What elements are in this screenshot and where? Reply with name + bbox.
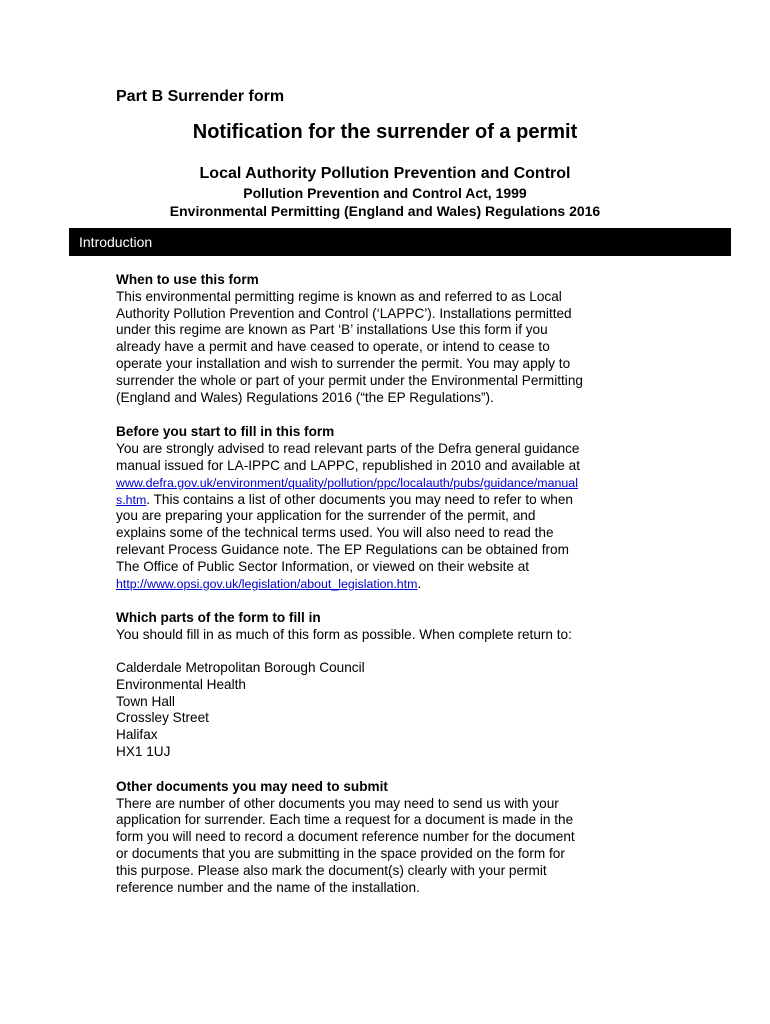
text-line: you are preparing your application for the surrender of the permit, and	[116, 508, 536, 524]
address-line: HX1 1UJ	[116, 743, 171, 759]
text-line: The Office of Public Sector Information, or viewed on their website at	[116, 558, 530, 574]
text-line: You should fill in as much of this form as possible. When complete return to:	[116, 627, 572, 643]
text-line	[116, 492, 656, 509]
subtitle-regulations: Environmental Permitting (England and Wales) Regulations 2016	[169, 203, 601, 219]
section-text	[116, 627, 656, 644]
text-line: surrender the whole or part of your permit under the Environmental Permitting	[116, 372, 583, 388]
content	[116, 272, 656, 914]
address-line: Environmental Health	[116, 676, 246, 692]
defra-guidance-link[interactable]: www.defra.gov.uk/environment/quality/pollution/ppc/localauth/pubs/guidance/manual	[116, 475, 578, 490]
subtitle-act: Pollution Prevention and Control Act, 1999	[243, 185, 527, 201]
text-line: You are strongly advised to read relevant parts of the Defra general guidance	[116, 441, 580, 457]
text-line: or documents that you are submitting in the space provided on the form for	[116, 845, 565, 861]
address-line: Crossley Street	[116, 710, 209, 726]
text-line: There are number of other documents you may need to send us with your	[116, 795, 559, 811]
text-line: application for surrender. Each time a request for a document is made in the	[116, 812, 574, 828]
section-heading: Which parts of the form to fill in	[116, 610, 321, 626]
text-line: explains some of the technical terms used. You will also need to read the	[116, 525, 554, 541]
text-line: under this regime are known as Part ‘B’ installations Use this form if you	[116, 322, 548, 338]
text-line: this purpose. Please also mark the document(s) clearly with your permit	[116, 862, 547, 878]
text-line	[116, 576, 656, 593]
text-line: already have a permit and have ceased to operate, or intend to cease to	[116, 339, 550, 355]
text-line: reference number and the name of the installation.	[116, 879, 420, 895]
text-line: relevant Process Guidance note. The EP Regulations can be obtained from	[116, 541, 569, 557]
text-line: (England and Wales) Regulations 2016 (“the EP Regulations”).	[116, 389, 494, 405]
address-line: Town Hall	[116, 693, 175, 709]
address-line: Halifax	[116, 727, 158, 743]
section-text	[116, 289, 656, 407]
section-text	[116, 796, 656, 897]
return-address	[116, 660, 656, 761]
defra-guidance-link-end[interactable]: s.htm	[116, 492, 147, 507]
section-which-parts	[116, 610, 656, 760]
opsi-legislation-link[interactable]: http://www.opsi.gov.uk/legislation/about_legislation.htm	[116, 576, 418, 591]
section-other-documents	[116, 779, 656, 897]
section-when-to-use	[116, 272, 656, 406]
section-text	[116, 441, 656, 592]
text-fragment: .	[417, 575, 422, 591]
part-label: Part B Surrender form	[116, 88, 285, 105]
page-title: Notification for the surrender of a permit	[192, 121, 578, 143]
introduction-bar: Introduction	[69, 228, 731, 256]
text-line: manual issued for LA-IPPC and LAPPC, republished in 2010 and available at	[116, 457, 580, 473]
address-line: Calderdale Metropolitan Borough Council	[116, 659, 365, 675]
text-line: Authority Pollution Prevention and Control (‘LAPPC’). Installations permitted	[116, 305, 572, 321]
text-line: form you will need to record a document reference number for the document	[116, 829, 575, 845]
section-heading: When to use this form	[116, 272, 259, 287]
section-heading: Before you start to fill in this form	[116, 424, 335, 440]
text-line: operate your installation and wish to surrender the permit. You may apply to	[116, 355, 571, 371]
subtitle-lapc: Local Authority Pollution Prevention and Control	[199, 165, 571, 182]
section-before-you-start	[116, 424, 656, 592]
text-line: This environmental permitting regime is known as and referred to as Local	[116, 288, 562, 304]
section-heading: Other documents you may need to submit	[116, 778, 388, 794]
text-fragment: . This contains a list of other documents you may need to refer to when	[146, 491, 573, 507]
